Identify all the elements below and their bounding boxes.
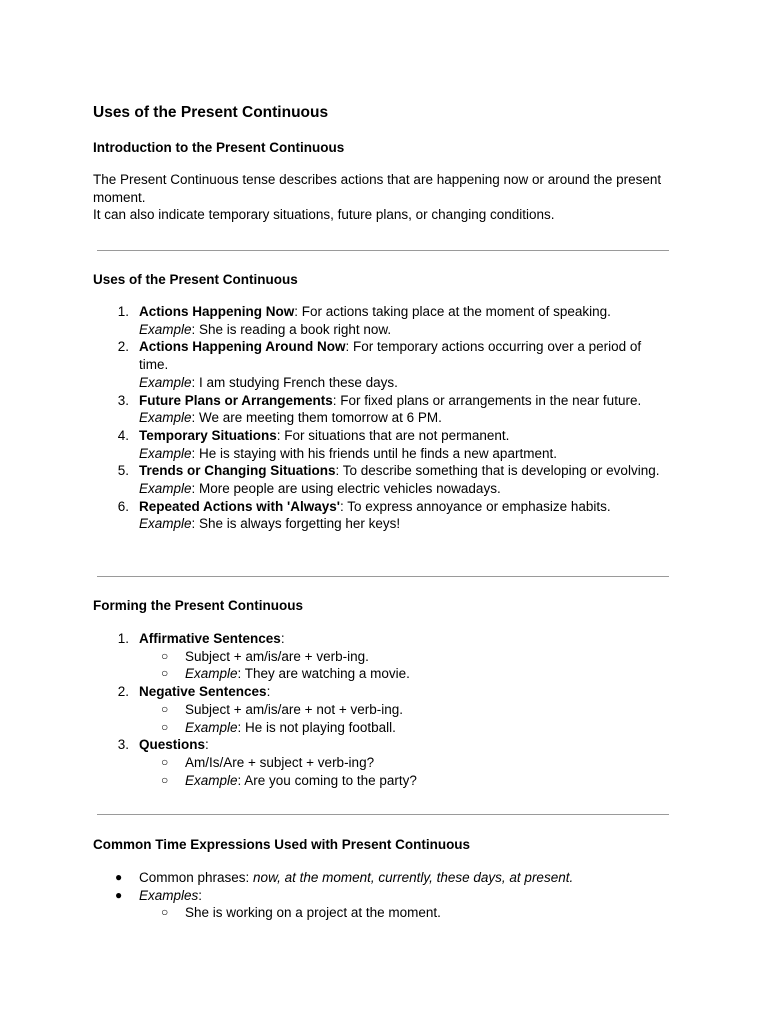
- bullet-icon: ●: [115, 887, 123, 902]
- uses-list-item: [93, 427, 673, 462]
- sublist-item: [139, 754, 673, 772]
- time-expressions-heading: Common Time Expressions Used with Present Continuous: [93, 837, 471, 852]
- use-description: : For situations that are not permanent.: [276, 427, 510, 443]
- example-label: Example: [185, 666, 238, 682]
- uses-list-item: [93, 462, 673, 497]
- structure-text: Am/Is/Are + subject + verb-ing?: [185, 754, 375, 770]
- sublist-item: [139, 665, 673, 683]
- intro-line-1: The Present Continuous tense describes actions that are happening now or around the present moment.: [93, 172, 662, 205]
- use-term: Trends or Changing Situations: [139, 463, 336, 479]
- sublist-item: [139, 719, 673, 737]
- circle-bullet-icon: ○: [161, 905, 169, 920]
- forming-list-item: [93, 736, 673, 789]
- time-expressions-item: [93, 887, 673, 922]
- section-divider-2: [97, 576, 669, 577]
- list-number: 3.: [117, 392, 129, 408]
- use-example: : He is staying with his friends until he finds a new apartment.: [191, 445, 557, 461]
- time-expressions-list: [93, 869, 673, 922]
- use-description: : To express annoyance or emphasize habits.: [339, 498, 611, 514]
- circle-bullet-icon: ○: [161, 648, 169, 663]
- circle-bullet-icon: ○: [161, 754, 169, 769]
- section-divider-1: [97, 250, 669, 251]
- forming-sublist: [139, 648, 673, 683]
- use-description: : For actions taking place at the moment of speaking.: [294, 304, 611, 319]
- list-number: 2.: [117, 684, 129, 700]
- example-label: Example: [139, 374, 192, 390]
- intro-paragraph: [93, 171, 663, 224]
- colon: :: [266, 684, 271, 700]
- forming-list: [93, 630, 673, 789]
- colon: :: [205, 737, 209, 753]
- structure-text: Subject + am/is/are + verb-ing.: [185, 648, 369, 664]
- list-number: 4.: [117, 427, 129, 443]
- document-title: Uses of the Present Continuous: [93, 104, 329, 121]
- forming-sublist: [139, 701, 673, 736]
- example-sentence: She is working on a project at the moment.: [185, 905, 441, 921]
- sublist-item: [139, 772, 673, 790]
- use-description: : For fixed plans or arrangements in the near future.: [332, 392, 642, 408]
- use-example: : More people are using electric vehicles nowadays.: [191, 481, 501, 497]
- intro-heading: Introduction to the Present Continuous: [93, 140, 345, 155]
- example-label: Example: [139, 445, 192, 461]
- forming-term: Questions: [139, 737, 206, 753]
- uses-list-item: [93, 338, 673, 391]
- forming-list-item: [93, 683, 673, 736]
- example-label: Example: [139, 516, 192, 532]
- uses-list-item: [93, 392, 673, 427]
- example-label: Example: [139, 410, 192, 426]
- uses-list-item: [93, 303, 673, 338]
- uses-list-item: [93, 498, 673, 533]
- section-divider-3: [97, 814, 669, 815]
- uses-heading: Uses of the Present Continuous: [93, 272, 298, 287]
- use-term: Repeated Actions with 'Always': [139, 498, 340, 514]
- forming-term: Affirmative Sentences: [139, 631, 281, 646]
- forming-example: : They are watching a movie.: [237, 666, 410, 682]
- use-example: : She is reading a book right now.: [191, 321, 392, 337]
- circle-bullet-icon: ○: [161, 719, 169, 734]
- circle-bullet-icon: ○: [161, 666, 169, 681]
- list-number: 1.: [117, 631, 129, 646]
- sublist-item: [139, 701, 673, 719]
- use-term: Temporary Situations: [139, 427, 277, 443]
- example-label: Example: [139, 481, 192, 497]
- list-number: 6.: [117, 498, 129, 514]
- examples-sublist: [139, 904, 673, 922]
- phrases-text: now, at the moment, currently, these days, at present.: [253, 870, 574, 885]
- use-term: Actions Happening Now: [139, 304, 295, 319]
- uses-list: [93, 303, 673, 533]
- structure-text: Subject + am/is/are + not + verb-ing.: [185, 701, 403, 717]
- example-label: Example: [139, 321, 192, 337]
- list-number: 2.: [117, 339, 129, 355]
- colon: :: [280, 631, 285, 646]
- examples-label: Examples: [139, 887, 199, 903]
- forming-sublist: [139, 754, 673, 789]
- use-term: Actions Happening Around Now: [139, 339, 346, 355]
- sublist-item: [139, 904, 673, 922]
- phrases-label: Common phrases:: [139, 870, 254, 885]
- forming-example: : He is not playing football.: [237, 719, 396, 735]
- forming-term: Negative Sentences: [139, 684, 267, 700]
- circle-bullet-icon: ○: [161, 772, 169, 787]
- intro-line-2: It can also indicate temporary situations, future plans, or changing conditions.: [93, 207, 555, 222]
- use-example: : She is always forgetting her keys!: [191, 516, 401, 532]
- use-example: : We are meeting them tomorrow at 6 PM.: [191, 410, 442, 426]
- example-label: Example: [185, 772, 238, 788]
- forming-example: : Are you coming to the party?: [237, 772, 417, 788]
- list-number: 5.: [117, 463, 129, 479]
- bullet-icon: ●: [115, 870, 123, 884]
- example-label: Example: [185, 719, 238, 735]
- sublist-item: [139, 648, 673, 666]
- colon: :: [198, 887, 203, 903]
- use-description: : To describe something that is developing or evolving.: [335, 463, 660, 479]
- forming-list-item: [93, 630, 673, 683]
- use-example: : I am studying French these days.: [191, 374, 398, 390]
- circle-bullet-icon: ○: [161, 701, 169, 716]
- forming-heading: Forming the Present Continuous: [93, 598, 304, 613]
- list-number: 3.: [117, 737, 129, 753]
- time-expressions-item: [93, 869, 673, 887]
- use-term: Future Plans or Arrangements: [139, 392, 333, 408]
- list-number: 1.: [117, 304, 129, 319]
- use-description: : For temporary actions occurring over a period of time.: [139, 339, 642, 373]
